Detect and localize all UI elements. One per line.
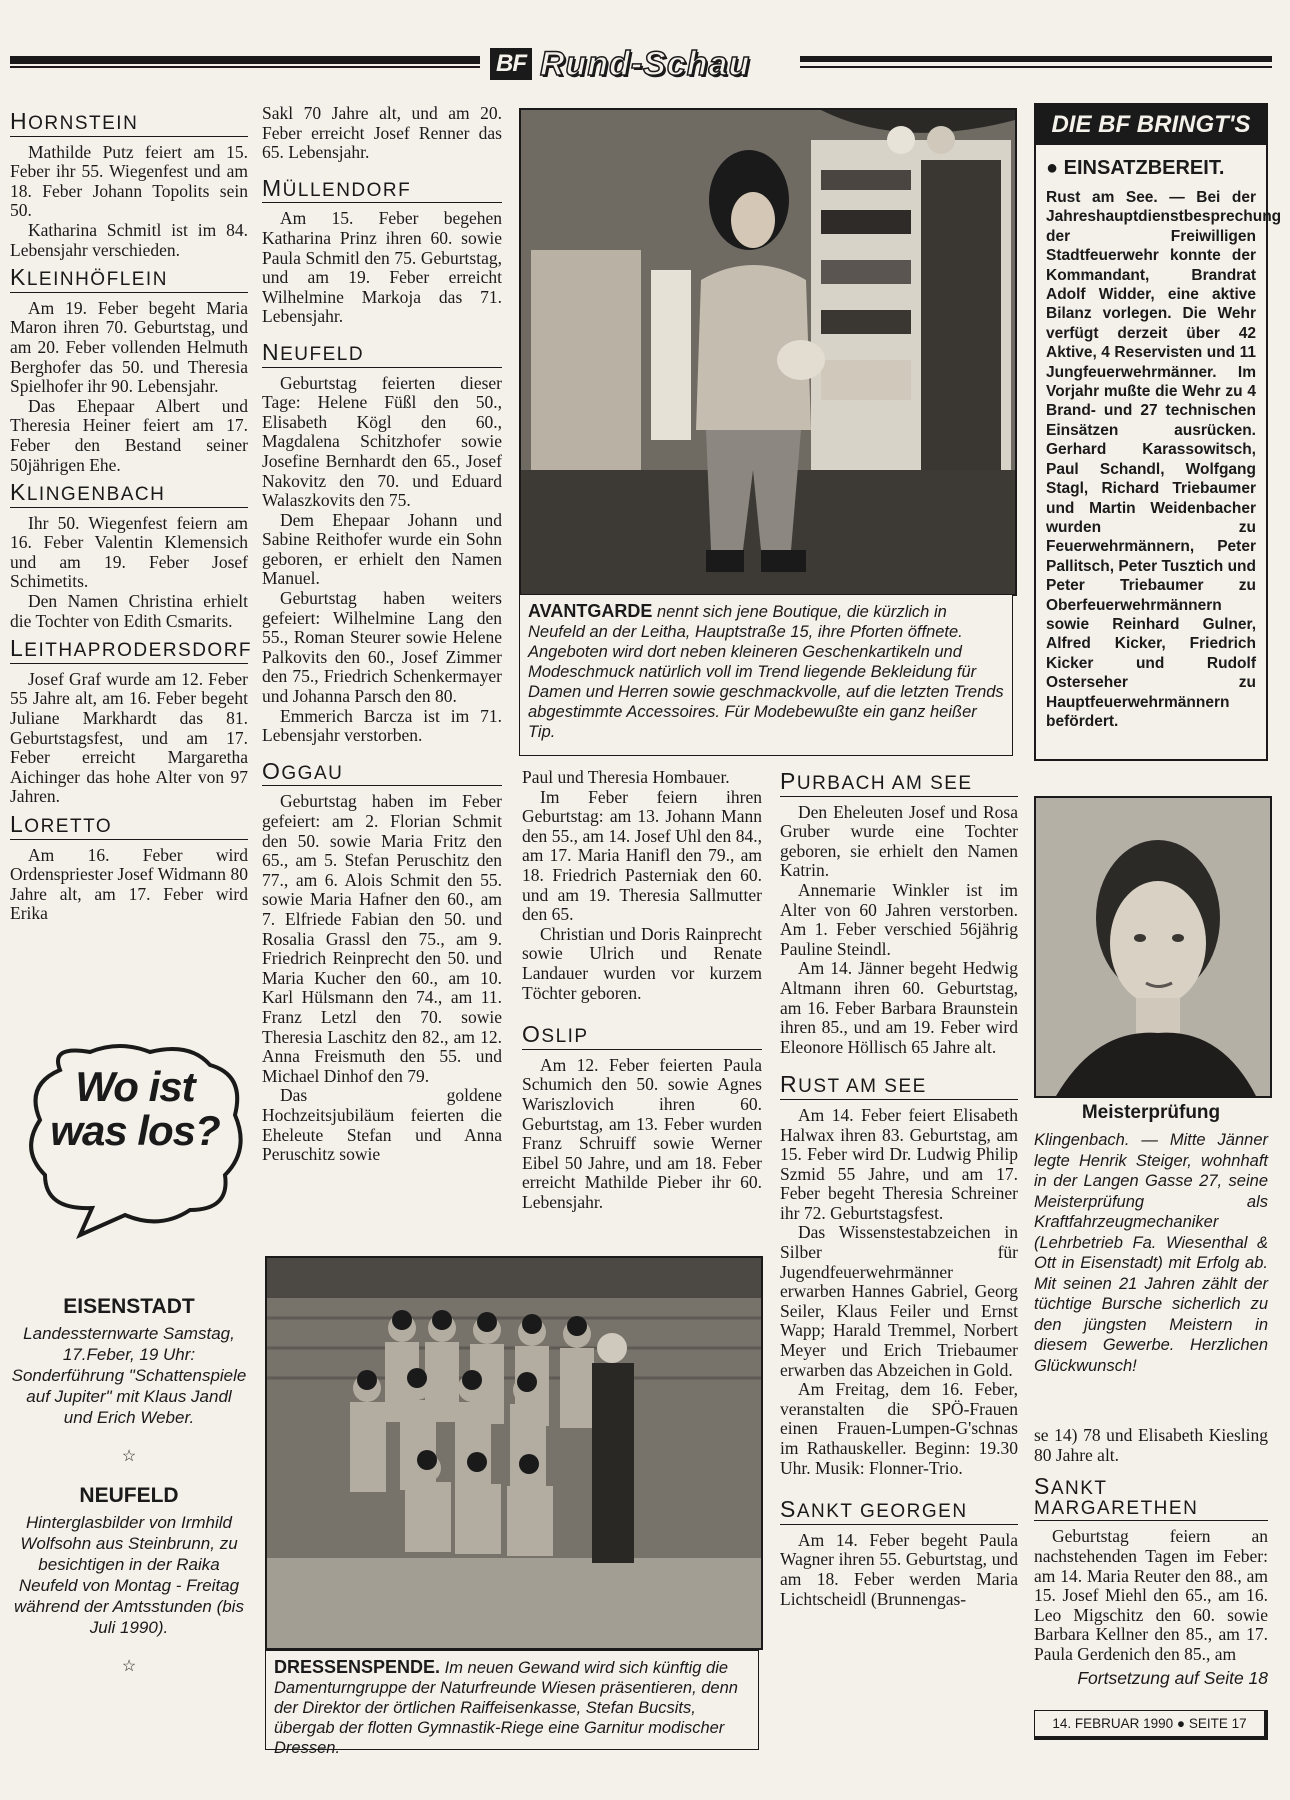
heading-muellendorf: MÜLLENDORF <box>262 179 502 204</box>
event-neufeld-place: NEUFELD <box>79 1484 179 1507</box>
paragraph: Geburtstag haben weiters gefeiert: Wilhelmine Lang den 55., Roman Steurer sowie Helene Palkovits den 60., Josef Zimmer den 75., Friedrich Schenkermayer und Johanna Parsch den 80. <box>262 588 502 707</box>
paragraph: Josef Graf wurde am 12. Feber 55 Jahre alt, am 16. Feber begeht Juliane Markhardt das 81. Geburtstagsfest, und am 17. Feber erreicht Margaretha Aichinger das hohe Alter von 97 Jahren. <box>10 668 248 807</box>
heading-rust: RUST AM SEE <box>780 1075 1018 1100</box>
bf-bringts-title: DIE BF BRINGT'S <box>1036 105 1266 145</box>
heading-neufeld: NEUFELD <box>262 343 502 368</box>
column-5 <box>1034 1426 1268 1688</box>
caption-lead: AVANTGARDE <box>528 601 653 621</box>
meisterpruefung-text: Klingenbach. — Mitte Jänner legte Henrik Steiger, wohnhaft in der Langen Gasse 27, seine Meisterprüfung als Kraftfahrzeugmechaniker (Lehrbetrieb Fa. Wiesenthal & Ott in Eisenstadt) mit Erfolg ab. Mit seinen 21 Jahren zählt der tüchtige Bursche sicherlich zu den jüngsten Meistern in diesem Gewerbe. Herzlichen Glückwunsch! <box>1034 1131 1268 1375</box>
paragraph: Ihr 50. Wiegenfest feiern am 16. Feber Valentin Klemensich und am 19. Feber Josef Schimetits. <box>10 512 248 592</box>
masthead-rule-right <box>800 56 1272 62</box>
heading-hornstein: HORNSTEIN <box>10 112 248 137</box>
event-eisenstadt-place: EISENSTADT <box>63 1295 195 1318</box>
paragraph: Am 14. Feber begeht Paula Wagner ihren 55. Geburtstag, und am 18. Feber werden Maria Lichtscheidl (Brunnengas- <box>780 1529 1018 1609</box>
heading-georgen: SANKT GEORGEN <box>780 1500 1018 1525</box>
paragraph: Emmerich Barcza ist im 71. Lebensjahr verstorben. <box>262 705 502 746</box>
paragraph: Mathilde Putz feiert am 15. Feber ihr 55. Wiegenfest und am 18. Feber Johann Topolits sein 50. <box>10 141 248 221</box>
bf-logo: BF <box>490 48 532 80</box>
paragraph: Geburtstag haben im Feber gefeiert: am 2. Florian Schmit den 50. sowie Maria Fritz den 65., am 5. Stefan Peruschitz den 77., am 6. Alois Schmit den 55. sowie Maria Hafner den 60., am 7. Elfriede Fabian den 50. und Rosalia Grassl den 75., am 9. Friedrich Reinprecht den 50. und Maria Kucher den 60., am 10. Karl Hülsmann den 74., am 11. Franz Letzl den 70. sowie Theresia Laschitz den 82., am 12. Anna Freismuth den 55. und Michael Dinhof den 79. <box>262 791 502 1086</box>
paragraph: Christian und Doris Rainprecht sowie Ulrich und Renate Landauer wurden vor kurzem Töchter geboren. <box>522 923 762 1003</box>
paragraph: Das Ehepaar Albert und Theresia Heiner feiert am 17. Feber den Bestand seiner 50jährigen Ehe. <box>10 395 248 475</box>
column-2 <box>262 104 502 1165</box>
events-list <box>10 1295 248 1694</box>
heading-oslip: OSLIP <box>522 1025 762 1050</box>
paragraph: Am 15. Feber begehen Katharina Prinz ihren 60. sowie Paula Schmitl den 75. Geburtstag, und am 19. Feber erreicht Wilhelmine Markoja das 71. Lebensjahr. <box>262 208 502 327</box>
group-illustration <box>267 1258 761 1648</box>
paragraph: Das goldene Hochzeitsjubiläum feierten die Eheleute Stefan und Anna Peruschitz sowie <box>262 1085 502 1165</box>
paragraph: Paul und Theresia Hombauer. <box>522 767 730 787</box>
caption-text: nennt sich jene Boutique, die kürzlich in Neufeld an der Leitha, Hauptstraße 15, ihre Pforten öffnete. Angeboten wird dort neben kleineren Geschenkartikeln und Modeschmuck natürlich voll im Trend liegende Bekleidung für Damen und Herren sowie geschmackvolle, auf die letzten Trends abgestimmte Accessoires. Für Modebewußte ein ganz heißer Tip. <box>528 603 1004 741</box>
column-1 <box>10 100 253 924</box>
continuation-note: Fortsetzung auf Seite 18 <box>1077 1667 1268 1688</box>
event-neufeld-text: Hinterglasbilder von Irmhild Wolfsohn aus Steinbrunn, zu besichtigen in der Raika Neufeld von Montag - Freitag während der Amtsstunden (bis Juli 1990). <box>14 1513 244 1637</box>
column-4 <box>780 768 1018 1609</box>
meisterpruefung-title: Meisterprüfung <box>1081 1102 1221 1123</box>
paragraph: Katharina Schmitl ist im 84. Lebensjahr verschieden. <box>10 219 248 260</box>
paragraph: Dem Ehepaar Johann und Sabine Reithofer wurde ein Sohn geboren, er erhielt den Namen Manuel. <box>262 509 502 589</box>
page-footer <box>1034 1710 1268 1740</box>
masthead <box>490 44 750 84</box>
heading-loretto: LORETTO <box>10 815 248 840</box>
bf-bringts-box <box>1034 103 1282 761</box>
paragraph: Sakl 70 Jahre alt, und am 20. Feber erreicht Josef Renner das 65. Lebensjahr. <box>262 103 502 163</box>
speech-bubble <box>20 1040 250 1240</box>
paragraph: Den Namen Christina erhielt die Tochter von Edith Csmarits. <box>10 591 248 631</box>
boutique-illustration <box>521 110 1015 594</box>
heading-klingenbach: KLINGENBACH <box>10 483 248 508</box>
paragraph: Den Eheleuten Josef und Rosa Gruber wurde eine Tochter geboren, sie erhielt den Namen Katrin. <box>780 801 1018 881</box>
star-divider: ☆ <box>121 1658 137 1675</box>
caption-avantgarde <box>519 594 1013 756</box>
event-eisenstadt-text: Landessternwarte Samstag, 17.Feber, 19 Uhr: Sonderführung "Schattenspiele auf Jupiter" mit Klaus Jandl und Erich Weber. <box>11 1324 247 1427</box>
heading-purbach: PURBACH AM SEE <box>780 772 1018 797</box>
masthead-rule-left <box>10 56 480 64</box>
paragraph: Das Wissenstestabzeichen in Silber für Jugendfeuerwehrmänner erwarben Hannes Gabriel, Georg Seiler, Klaus Feiler und Ernst Wapp; Harald Tremmel, Norbert Meyer und Erich Triebaumer erwarben das Abzeichen in Gold. <box>780 1222 1018 1380</box>
paragraph: Am 19. Feber begeht Maria Maron ihren 70. Geburtstag, und am 20. Feber vollenden Helmuth Berghofer das 50. und Theresia Spielhofer ihr 90. Lebensjahr. <box>10 297 248 397</box>
photo-gymnastics-group <box>265 1256 763 1650</box>
paragraph: Im Feber feiern ihren Geburtstag: am 13. Johann Mann den 55., am 14. Josef Uhl den 84., am 17. Maria Hanifl den 79., am 18. Friedrich Pasterniak den 60. und am 19. Theresia Sallmutter den 65. <box>522 786 762 925</box>
paragraph: Geburtstag feiern an nachstehenden Tagen im Feber: am 14. Maria Reuter den 88., am 15. Josef Miehl den 65., am 16. Leo Migschitz den 60. sowie Barbara Kellner den 85., am 17. Paula Gerdenich den 85., am <box>1034 1526 1268 1664</box>
heading-leithaprodersdorf: LEITHAPRODERSDORF <box>10 639 248 664</box>
einsatzbereit-text: Rust am See. — Bei der Jahreshauptdienstbesprechung der Freiwilligen Stadtfeuerwehr konnte der Kommandant, Brandrat Adolf Widder, eine aktive Bilanz vorlegen. Die Wehr verfügt derzeit über 42 Aktive, 4 Reservisten und 11 Jungfeuerwehrmänner. Im Vorjahr mußte die Wehr zu 4 Brand- und 27 technischen Einsätzen ausrücken. Gerhard Karassowitsch, Paul Schandl, Wolfgang Stagl, Richard Triebaumer und Martin Weidenbacher wurden zu Feuerwehrmännern, Peter Pallitsch, Peter Tusztich und Peter Triebaumer zu Oberfeuerwehrmännern sowie Reinhard Gulner, Alfred Kicker, Friedrich Kicker und Rudolf Osterseher zu Hauptfeuerwehrmännern befördert. <box>1046 189 1282 730</box>
photo-boutique <box>519 108 1017 596</box>
caption-lead: DRESSENSPENDE. <box>274 1657 441 1677</box>
speech-bubble-text: Wo ist was los? <box>50 1063 220 1154</box>
column-3 <box>522 768 762 1212</box>
portrait-illustration <box>1036 798 1270 1096</box>
heading-oggau: OGGAU <box>262 762 502 787</box>
photo-portrait <box>1034 796 1272 1098</box>
paragraph: Am 14. Feber feiert Elisabeth Halwax ihren 83. Geburtstag, am 15. Feber wird Dr. Ludwig Philip Szmid 55 Jahre, und am 17. Feber begeht Theresia Schreiner ihr 72. Geburtstagsfest. <box>780 1104 1018 1223</box>
paragraph: Annemarie Winkler ist im Alter von 60 Jahren verstorben. Am 1. Feber verschied 56jährig Pauline Steindl. <box>780 879 1018 959</box>
page-date-number: 14. FEBRUAR 1990 ● SEITE 17 <box>1052 1716 1247 1731</box>
caption-text: Im neuen Gewand wird sich künftig die Damenturngruppe der Naturfreunde Wiesen präsentieren, denn der Direktor der örtlichen Raiffeisenkasse, Stefan Bucsits, übergab der flotten Gymnastik-Riege eine Garnitur modischer Dressen. <box>274 1659 738 1757</box>
star-divider: ☆ <box>121 1448 137 1465</box>
caption-dressenspende <box>265 1650 759 1757</box>
heading-margarethen: SANKT MARGARETHEN <box>1034 1477 1268 1521</box>
masthead-rule-right-thin <box>800 66 1272 68</box>
paragraph: Geburtstag feierten dieser Tage: Helene Füßl den 50., Elisabeth Kögl den 60., Magdalena Schitzhofer sowie Josefine Bernhardt den 65., Josef Nakovitz den 70. und Eduard Walaszkovits den 75. <box>262 372 502 511</box>
heading-kleinhoeflein: KLEINHÖFLEIN <box>10 268 248 293</box>
paragraph: Am 16. Feber wird Ordenspriester Josef Widmann 80 Jahre alt, am 17. Feber wird Erika <box>10 844 248 924</box>
paragraph: Am Freitag, dem 16. Feber, veranstalten die SPÖ-Frauen einen Frauen-Lumpen-G'schnas im Rathauskeller. Beginn: 19.30 Uhr. Musik: Flonner-Trio. <box>780 1379 1018 1478</box>
masthead-rule-left-thin <box>10 66 480 68</box>
einsatzbereit-heading: ● EINSATZBEREIT. <box>1046 157 1225 179</box>
masthead-title: Rund-Schau <box>540 44 751 83</box>
paragraph: Am 14. Jänner begeht Hedwig Altmann ihren 60. Geburtstag, am 16. Feber Barbara Braunstein ihren 85., und am 19. Feber wird Eleonore Höllisch 65 Jahre alt. <box>780 958 1018 1057</box>
paragraph: Am 12. Feber feierten Paula Schumich den 50. sowie Agnes Wariszlovich ihren 60. Geburtstag, am 13. Feber wurden Franz Schruiff sowie Werner Eibel 50 Jahre, und am 18. Feber erreicht Mathilde Pieber ihr 60. Lebensjahr. <box>522 1054 762 1212</box>
paragraph: se 14) 78 und Elisabeth Kiesling 80 Jahre alt. <box>1034 1425 1268 1465</box>
